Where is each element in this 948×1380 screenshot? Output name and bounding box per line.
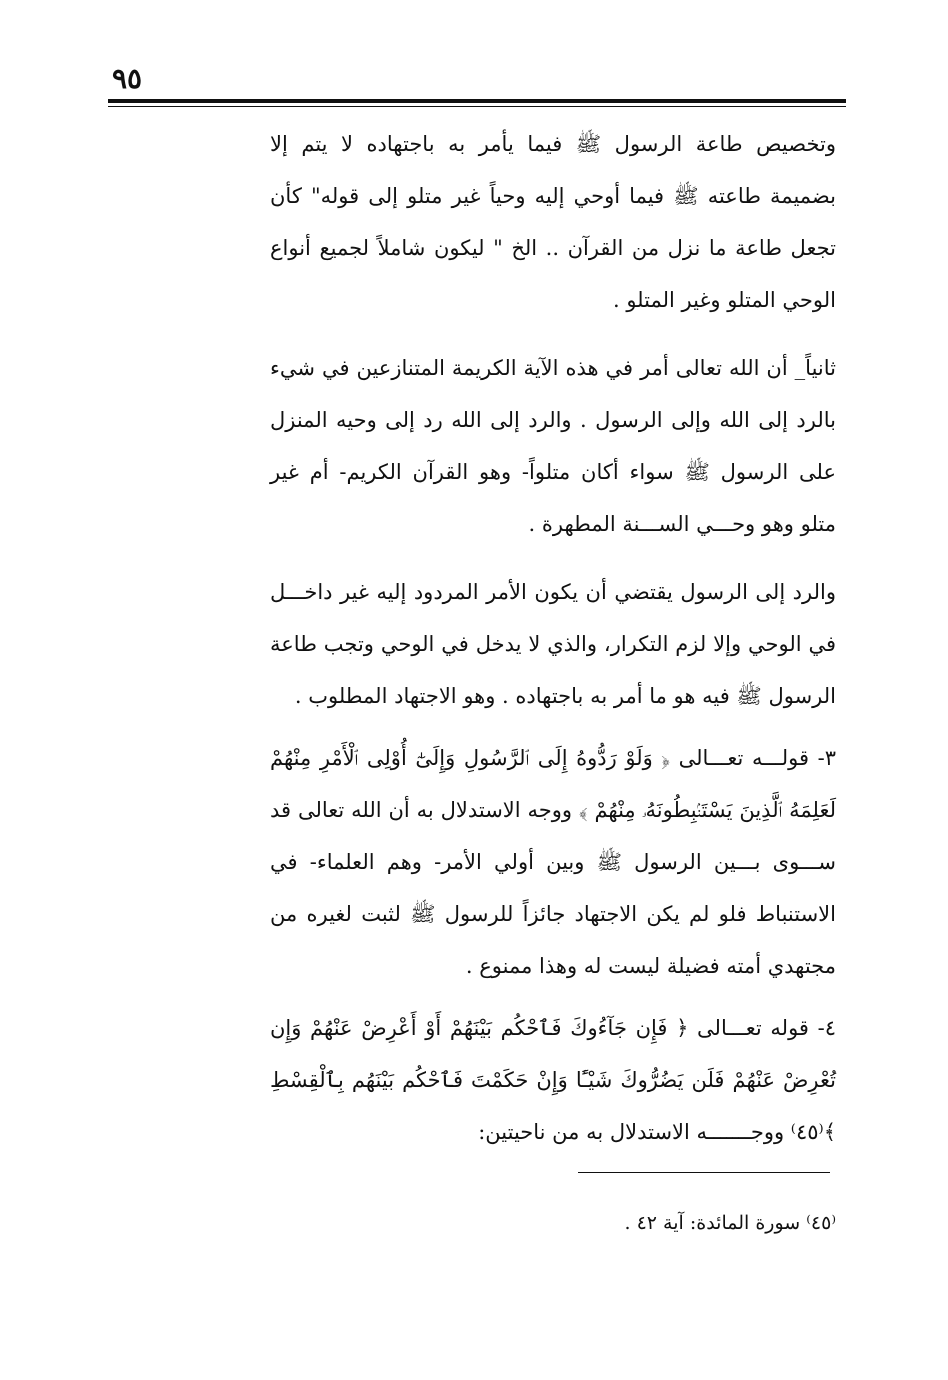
footnote-rule	[578, 1172, 830, 1173]
page-number: ٩٥	[112, 62, 143, 95]
paragraph: ٤- قوله تعـــالى ﴿ فَإِن جَآءُوكَ فَٱحْكُم بَيْنَهُمْ أَوْ أَعْرِضْ عَنْهُمْ وَإِن تُعْرِضْ عَنْهُمْ فَلَن يَضُرُّوكَ شَيْـًٔا وَإِنْ حَكَمْتَ فَٱحْكُم بَيْنَهُم بِٱلْقِسْطِ ﴾⁽٤٥⁾ ووجـــــــه الاستدلال به من ناحيتين:	[270, 1016, 836, 1144]
header-rule	[108, 99, 846, 103]
header-rule-thin	[108, 106, 846, 107]
paragraph: ثانياً_ أن الله تعالى أمر في هذه الآية الكريمة المتنازعين في شيء بالرد إلى الله وإلى الرسول . والرد إلى الله رد إلى وحيه المنزل على الرسول ﷺ سواء أكان متلواً- وهو القرآن الكريم- أم غير متلو وهو وحـــي الســـنة المطهرة .	[270, 356, 836, 536]
paragraph: والرد إلى الرسول يقتضي أن يكون الأمر المردود إليه غير داخـــل في الوحي وإلا لزم التكرار، والذي لا يدخل في الوحي وتجب طاعة الرسول ﷺ فيه هو ما أمر به باجتهاده . وهو الاجتهاد المطلوب .	[270, 580, 837, 708]
footnote: ⁽٤٥⁾ سورة المائدة: آية ٤٢ .	[624, 1212, 836, 1234]
paragraph: وتخصيص طاعة الرسول ﷺ فيما يأمر به باجتهاده لا يتم إلا بضميمة طاعته ﷺ فيما أوحي إليه وحياً غير متلو إلى قوله" كأن تجعل طاعة ما نزل من القرآن .. الخ " ليكون شاملاً لجميع أنواع الوحي المتلو وغير المتلو .	[270, 132, 836, 312]
paragraph: ٣- قولـــه تعـــالى ﴿ وَلَوْ رَدُّوهُ إِلَى ٱلرَّسُولِ وَإِلَىٰٓ أُوْلِى ٱلْأَمْرِ مِنْهُمْ لَعَلِمَهُ ٱلَّذِينَ يَسْتَنۢبِطُونَهُۥ مِنْهُمْ ﴾ ووجه الاستدلال به أن الله تعالى قد ســـوى بـــين الرسول ﷺ وبين أولي الأمر- وهم العلماء- في الاستنباط فلو لم يكن الاجتهاد جائزاً للرسول ﷺ لثبت لغيره من مجتهدي أمته فضيلة ليست له وهذا ممنوع .	[270, 746, 836, 978]
page-body	[270, 118, 836, 1158]
